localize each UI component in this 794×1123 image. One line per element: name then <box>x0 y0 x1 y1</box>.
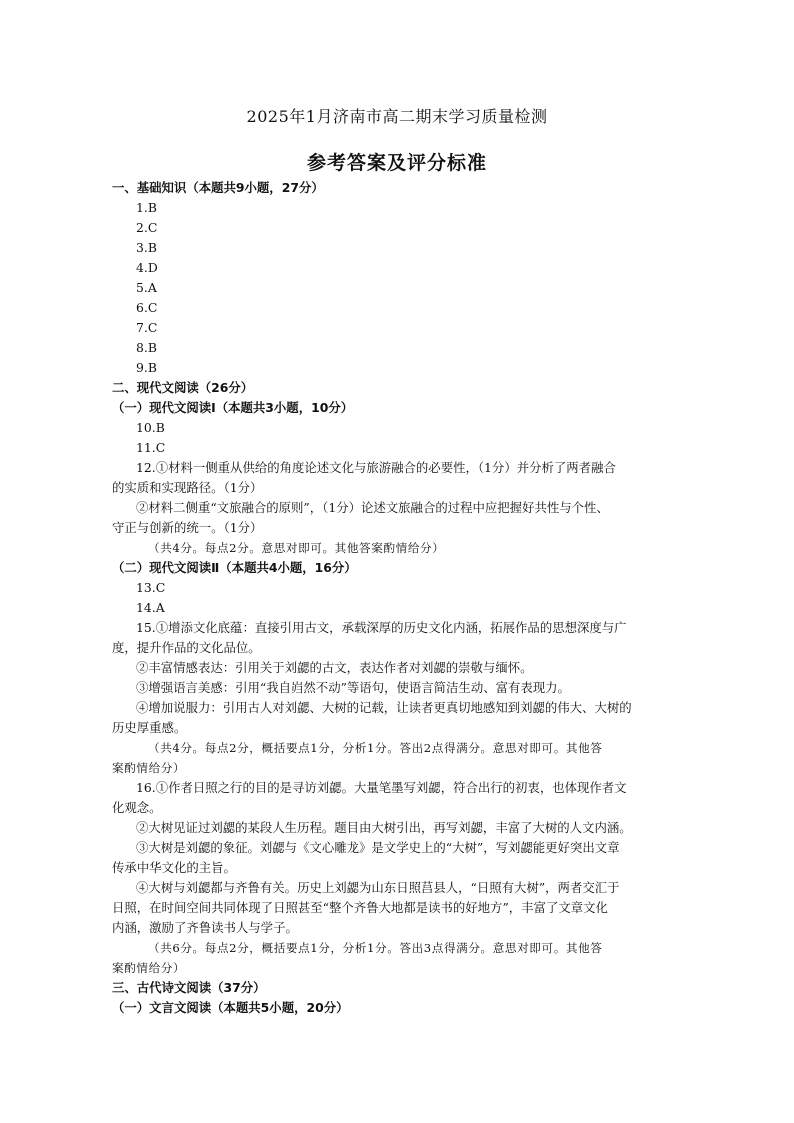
answer-13: 13.C <box>136 580 166 595</box>
subsection-heading-modern-1: （一）现代文阅读Ⅰ（本题共3小题，10分） <box>112 400 354 415</box>
section-heading-classical: 三、古代诗文阅读（37分） <box>112 980 266 995</box>
answer-10: 10.B <box>136 420 165 435</box>
answer-5: 5.A <box>136 280 157 295</box>
answer-6: 6.C <box>136 300 158 315</box>
answer-2: 2.C <box>136 220 158 235</box>
answer-11: 11.C <box>136 440 166 455</box>
answer-1: 1.B <box>136 200 157 215</box>
answer-15-line: ②丰富情感表达：引用关于刘勰的古文，表达作者对刘勰的崇敬与缅怀。 <box>136 660 533 675</box>
answer-4: 4.D <box>136 260 158 275</box>
answer-12-line: 的实质和实现路径。（1分） <box>112 480 263 495</box>
answer-14: 14.A <box>136 600 165 615</box>
section-heading-modern-reading: 二、现代文阅读（26分） <box>112 380 254 395</box>
subsection-heading-modern-2: （二）现代文阅读Ⅱ（本题共4小题，16分） <box>112 560 357 575</box>
answer-16-line: ②大树见证过刘勰的某段人生历程。题目由大树引出，再写刘勰，丰富了大树的人文内涵。 <box>136 820 632 835</box>
scoring-note: （共6分。每点2分，概括要点1分，分析1分。答出3点得满分。意思对即可。其他答 <box>148 941 603 955</box>
answer-15-line: 度，提升作品的文化品位。 <box>112 640 261 655</box>
answer-8: 8.B <box>136 340 157 355</box>
answer-16-line: ③大树是刘勰的象征。刘勰与《文心雕龙》是文学史上的“大树”，写刘勰能更好突出文章 <box>136 840 620 855</box>
answer-12-line: ②材料二侧重“文旅融合的原则”，（1分）论述文旅融合的过程中应把握好共性与个性、 <box>136 500 609 515</box>
answer-3: 3.B <box>136 240 157 255</box>
document-body <box>112 178 690 1018</box>
answer-15-line: 15.①增添文化底蕴：直接引用古文，承载深厚的历史文化内涵，拓展作品的思想深度与广 <box>136 620 627 635</box>
section-heading-basic: 一、基础知识（本题共9小题，27分） <box>112 180 324 195</box>
answer-15-line: 历史厚重感。 <box>112 720 187 735</box>
scoring-note: 案酌情给分） <box>112 961 186 975</box>
answer-15-line: ③增强语言美感：引用“我自岿然不动”等语句，使语言简洁生动、富有表现力。 <box>136 680 570 695</box>
document-subtitle: 参考答案及评分标准 <box>306 152 487 174</box>
subsection-heading-classical-1: （一）文言文阅读（本题共5小题，20分） <box>112 1000 349 1015</box>
scoring-note: （共4分。每点2分，概括要点1分，分析1分。答出2点得满分。意思对即可。其他答 <box>148 741 603 755</box>
answer-16-line: 化观念。 <box>112 800 162 815</box>
scoring-note: 案酌情给分） <box>112 761 186 775</box>
answer-12-line: 12.①材料一侧重从供给的角度论述文化与旅游融合的必要性，（1分）并分析了两者融合 <box>136 460 616 475</box>
answer-16-line: 传承中华文化的主旨。 <box>112 860 236 875</box>
answer-16-line: 内涵，激励了齐鲁读书人与学子。 <box>112 920 298 935</box>
answer-15-line: ④增加说服力：引用古人对刘勰、大树的记载，让读者更真切地感知到刘勰的伟大、大树的 <box>136 700 632 715</box>
scoring-note: （共4分。每点2分。意思对即可。其他答案酌情给分） <box>148 541 445 555</box>
answer-16-line: 日照，在时间空间共同体现了日照甚至“整个齐鲁大地都是读书的好地方”，丰富了文章文化 <box>112 900 608 915</box>
answer-7: 7.C <box>136 320 158 335</box>
document-title: 2025年1月济南市高二期末学习质量检测 <box>246 107 548 126</box>
answer-9: 9.B <box>136 360 157 375</box>
answer-12-line: 守正与创新的统一。（1分） <box>112 520 263 535</box>
answer-16-line: 16.①作者日照之行的目的是寻访刘勰。大量笔墨写刘勰，符合出行的初衷，也体现作者文 <box>136 780 627 795</box>
answer-16-line: ④大树与刘勰都与齐鲁有关。历史上刘勰为山东日照莒县人，“日照有大树”，两者交汇于 <box>136 880 620 895</box>
